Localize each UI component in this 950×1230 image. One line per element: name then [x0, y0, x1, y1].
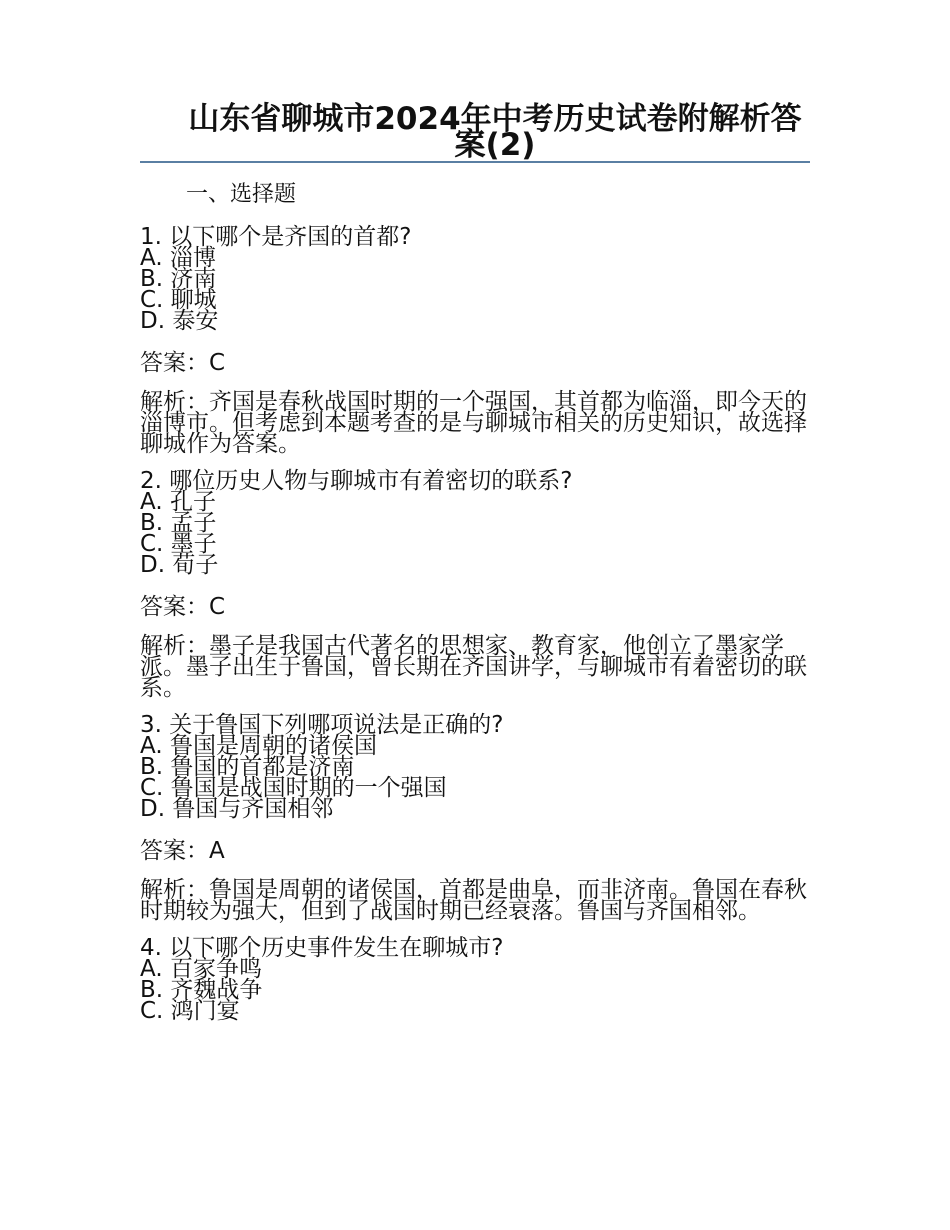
option-b: B. 鲁国的首都是济南 [140, 754, 355, 780]
option-a: A. 鲁国是周朝的诸侯国 [140, 733, 377, 759]
answer-text: 答案：C [140, 350, 226, 376]
option-a: A. 百家争鸣 [140, 956, 262, 982]
question-item [140, 935, 812, 1024]
answer-text: 答案：A [140, 838, 225, 864]
option-a: A. 淄博 [140, 245, 216, 271]
option-d: D. 鲁国与齐国相邻 [140, 796, 334, 822]
question-text: 1. 以下哪个是齐国的首都? [140, 224, 412, 250]
question-text: 3. 关于鲁国下列哪项说法是正确的? [140, 712, 504, 738]
option-a: A. 孔子 [140, 489, 216, 515]
option-d: D. 荀子 [140, 552, 219, 578]
option-d: D. 泰安 [140, 308, 219, 334]
question-list [140, 224, 812, 1024]
option-b: B. 济南 [140, 266, 217, 292]
section-heading: 一、选择题 [186, 182, 297, 207]
question-item [140, 224, 812, 457]
question-item [140, 468, 812, 701]
question-text: 2. 哪位历史人物与聊城市有着密切的联系? [140, 468, 573, 494]
option-c: C. 鲁国是战国时期的一个强国 [140, 775, 447, 801]
explanation-text: 解析：齐国是春秋战国时期的一个强国，其首都为临淄，即今天的淄博市。但考虑到本题考查的是与聊城市相关的历史知识，故选择聊城作为答案。 [140, 389, 807, 457]
question-text: 4. 以下哪个历史事件发生在聊城市? [140, 935, 504, 961]
option-c: C. 鸿门宴 [140, 998, 240, 1024]
explanation-text: 解析：鲁国是周朝的诸侯国，首都是曲阜，而非济南。鲁国在春秋时期较为强大，但到了战国时期已经衰落。鲁国与齐国相邻。 [140, 877, 807, 924]
question-item [140, 712, 812, 924]
answer-text: 答案：C [140, 594, 226, 620]
title-divider [140, 161, 810, 163]
option-c: C. 墨子 [140, 531, 217, 557]
document-title: 山东省聊城市2024年中考历史试卷附解析答案(2) [188, 101, 802, 163]
option-c: C. 聊城 [140, 287, 217, 313]
option-b: B. 孟子 [140, 510, 217, 536]
explanation-text: 解析：墨子是我国古代著名的思想家、教育家，他创立了墨家学派。墨子出生于鲁国，曾长期在齐国讲学，与聊城市有着密切的联系。 [140, 633, 807, 701]
option-b: B. 齐魏战争 [140, 977, 263, 1003]
